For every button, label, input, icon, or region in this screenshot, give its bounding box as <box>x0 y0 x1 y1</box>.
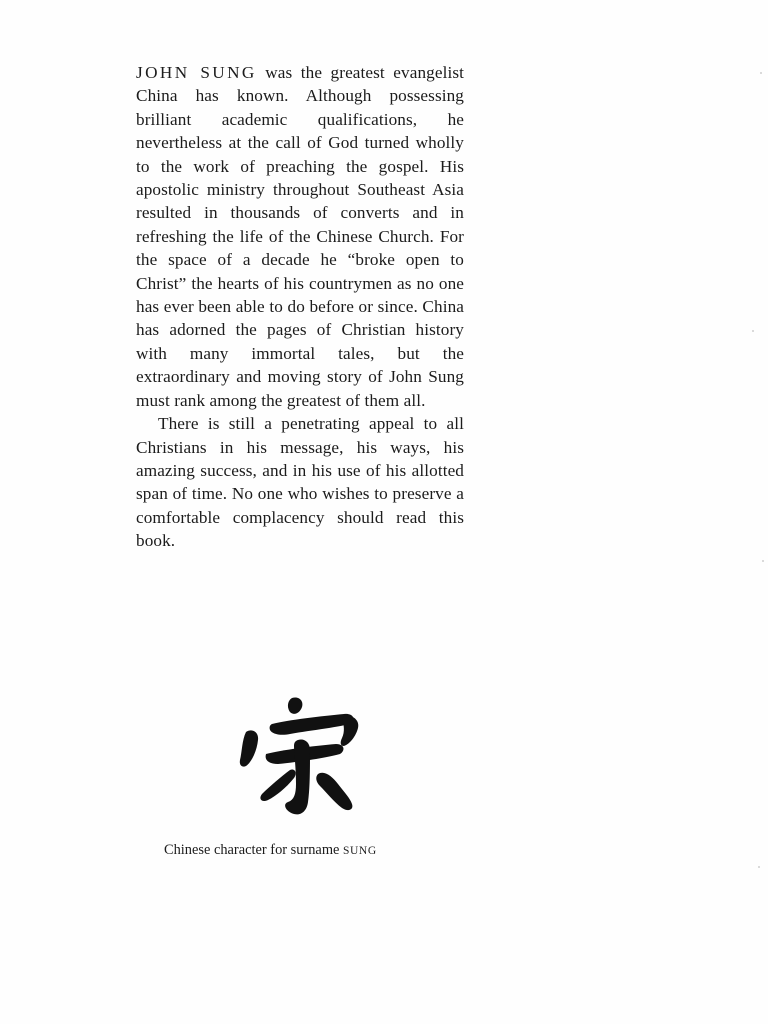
paragraph-1-text: was the greatest evangelist China has known. Although possessing brilliant academic qualifications, he nevertheless at the call of God turned wholly to the work of preaching the gospel. His apostolic ministry throughout Southeast Asia resulted in thousands of converts and in refreshing the life of the Chinese Church. For the space of a decade he “broke open to Christ” the hearts of his countrymen as no one has ever been able to do before or since. China has adorned the pages of Christian history with many immortal tales, but the extraordinary and moving story of John Sung must rank among the greatest of them all. <box>136 63 464 410</box>
caption-surname: SUNG <box>343 845 377 857</box>
blurb-paragraph-1 <box>136 61 464 412</box>
illustration-caption <box>164 842 464 859</box>
lead-name: JOHN SUNG <box>136 63 257 82</box>
caption-text: Chinese character for surname <box>164 842 340 858</box>
blurb-paragraph-2: There is still a penetrating appeal to all Christians in his message, his ways, his amazing success, and in his use of his allotted span of time. No one who wishes to preserve a comfortable complacency should read this book. <box>136 414 464 551</box>
chinese-character-sung-calligraphy <box>232 696 366 816</box>
blurb-text <box>136 61 464 553</box>
